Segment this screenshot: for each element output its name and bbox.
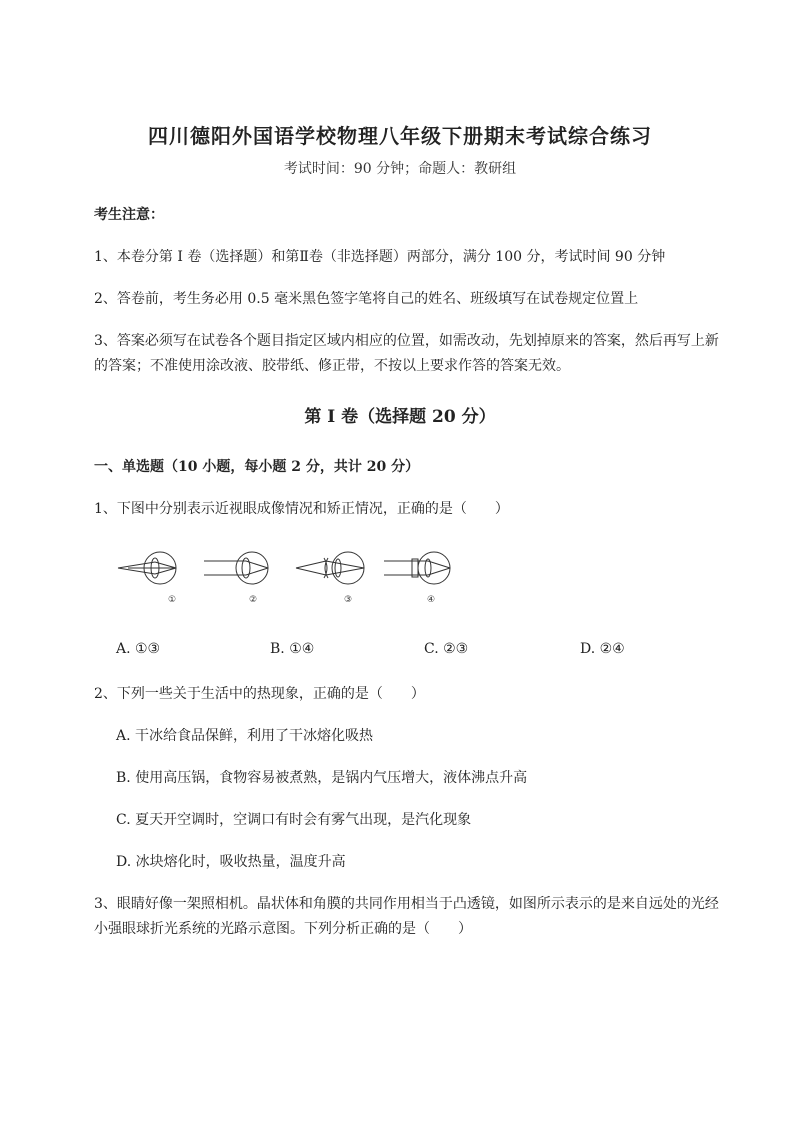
question-3-stem-line-1: 3、眼睛好像一架照相机。晶状体和角膜的共同作用相当于凸透镜，如图所示表示的是来自远处的光经 — [94, 896, 719, 912]
figure-label-1: ① — [167, 595, 177, 605]
section-title: 第 I 卷（选择题 20 分） — [304, 407, 496, 427]
question-1-stem: 1、下图中分别表示近视眼成像情况和矫正情况，正确的是（ ） — [94, 501, 509, 517]
exam-subtitle: 考试时间：90 分钟；命题人：教研组 — [283, 161, 517, 177]
question-2-stem: 2、下列一些关于生活中的热现象，正确的是（ ） — [94, 686, 425, 702]
part-heading: 一、单选题（10 小题，每小题 2 分，共计 20 分） — [94, 459, 420, 475]
question-1-option-b[interactable]: B. ①④ — [270, 641, 315, 657]
question-2-option-d[interactable]: D. 冰块熔化时，吸收热量，温度升高 — [116, 854, 346, 870]
question-2-option-c[interactable]: C. 夏天开空调时，空调口有时会有雾气出现，是汽化现象 — [116, 812, 472, 828]
question-1-option-c[interactable]: C. ②③ — [424, 641, 469, 657]
question-3-stem-line-2: 小强眼球折光系统的光路示意图。下列分析正确的是（ ） — [94, 921, 472, 937]
eye-diagram-figure — [116, 548, 466, 612]
notice-item-3-cont: 的答案；不准使用涂改液、胶带纸、修正带，不按以上要求作答的答案无效。 — [94, 358, 570, 374]
page-title: 四川德阳外国语学校物理八年级下册期末考试综合练习 — [148, 124, 652, 148]
question-1-option-d[interactable]: D. ②④ — [580, 641, 625, 657]
question-1-option-a[interactable]: A. ①③ — [116, 641, 161, 657]
notice-item-2: 2、答卷前，考生务必用 0.5 毫米黑色签字笔将自己的姓名、班级填写在试卷规定位置上 — [94, 291, 639, 307]
figure-label-3: ③ — [343, 595, 353, 605]
notice-heading: 考生注意： — [94, 207, 164, 223]
eye-diagram-3 — [296, 552, 364, 584]
eye-diagram-4 — [384, 552, 450, 584]
question-2-option-a[interactable]: A. 干冰给食品保鲜，利用了干冰熔化吸热 — [116, 728, 374, 744]
eye-diagram-1 — [118, 552, 176, 584]
figure-label-4: ④ — [426, 595, 436, 605]
notice-item-1: 1、本卷分第 I 卷（选择题）和第Ⅱ卷（非选择题）两部分，满分 100 分，考试时间 90 分钟 — [94, 249, 666, 265]
question-2-option-b[interactable]: B. 使用高压锅，食物容易被煮熟，是锅内气压增大，液体沸点升高 — [116, 770, 528, 786]
figure-label-2: ② — [248, 595, 258, 605]
eye-diagram-2 — [204, 552, 268, 584]
notice-item-3: 3、答案必须写在试卷各个题目指定区域内相应的位置，如需改动，先划掉原来的答案，然后再写上新 — [94, 333, 719, 349]
